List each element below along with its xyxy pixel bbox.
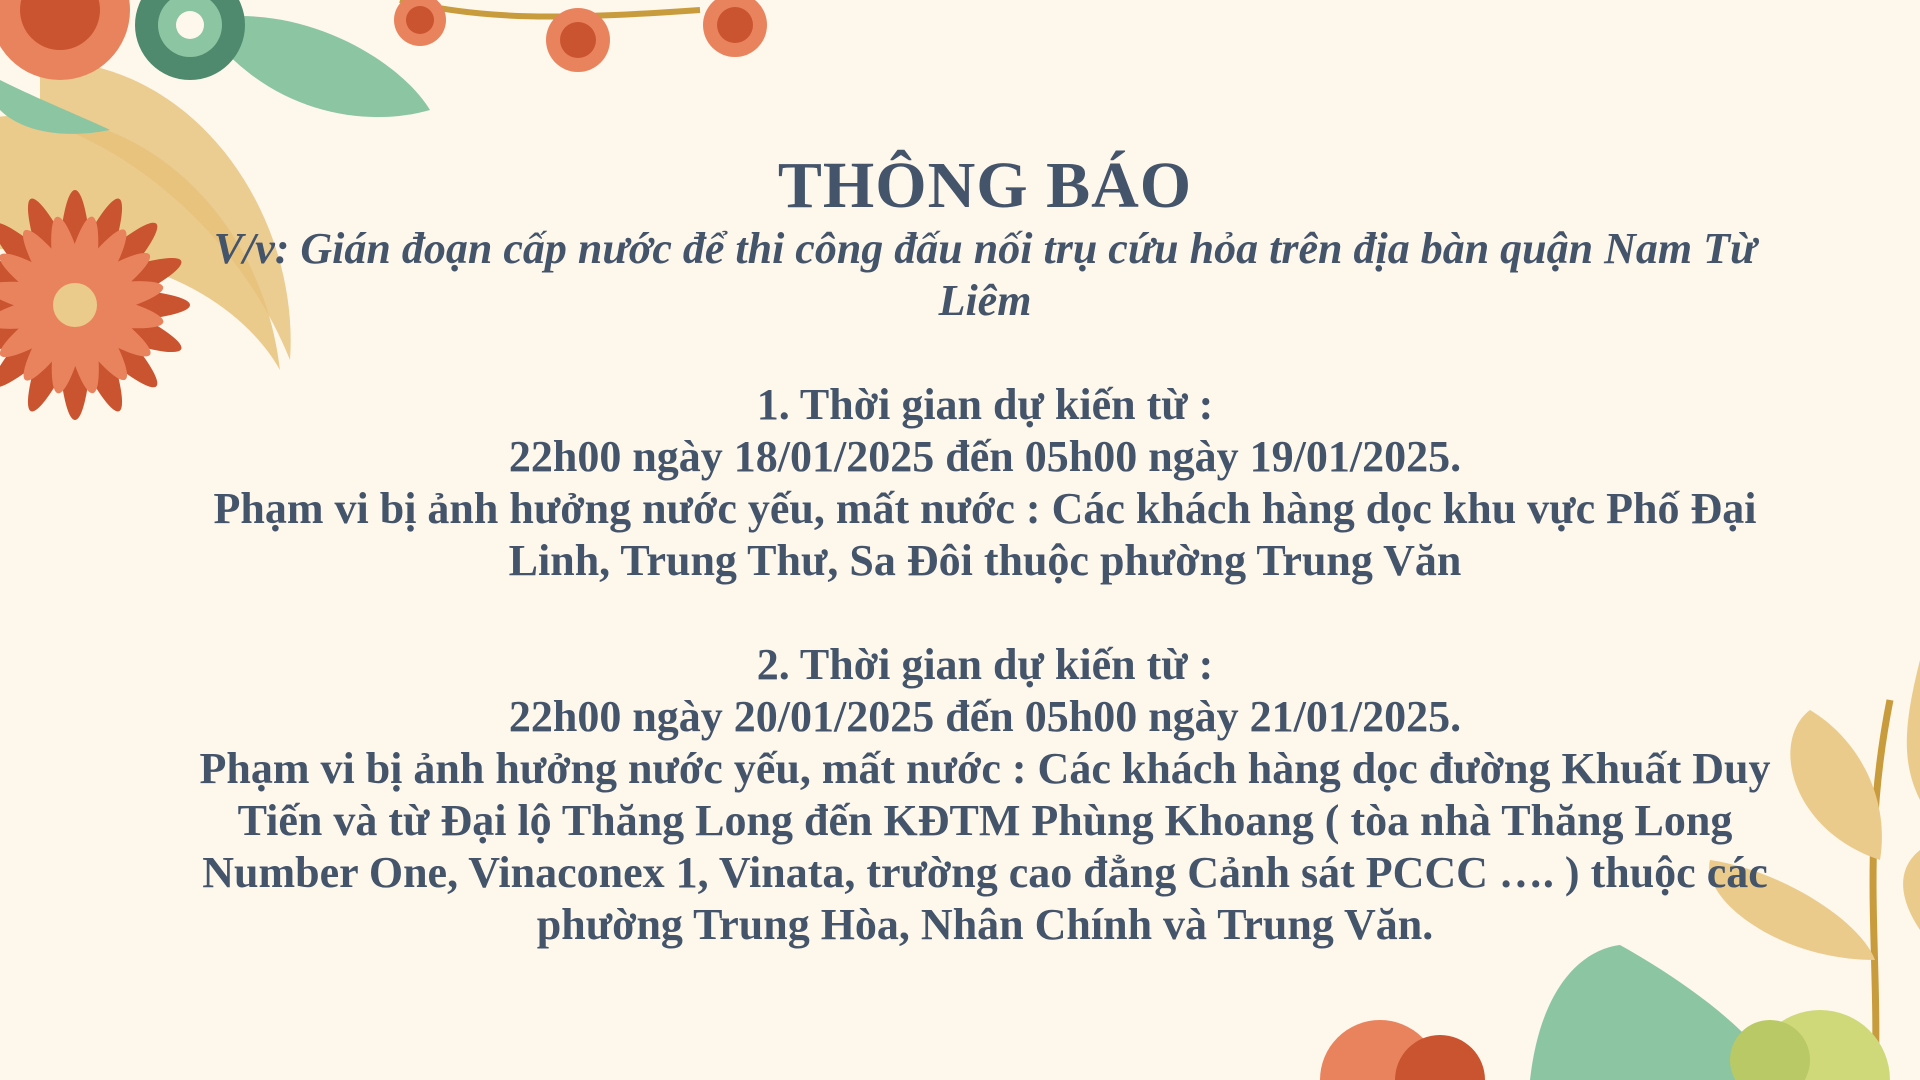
section-scope: Phạm vi bị ảnh hưởng nước yếu, mất nước : Các khách hàng dọc khu vực Phố Đại Linh, Trung Thư, Sa Đôi thuộc phường Trung Văn: [213, 483, 1757, 585]
section-heading: 2. Thời gian dự kiến từ :: [756, 639, 1214, 689]
section-time: 22h00 ngày 18/01/2025 đến 05h00 ngày 19/01/2025.: [508, 431, 1462, 481]
section-time: 22h00 ngày 20/01/2025 đến 05h00 ngày 21/01/2025.: [508, 691, 1462, 741]
tan-leaf: [1907, 660, 1920, 800]
branch: [1873, 700, 1890, 1080]
berry: [406, 6, 434, 34]
notice-content: [160, 150, 1810, 951]
berry: [560, 22, 596, 58]
section-heading: 1. Thời gian dự kiến từ :: [756, 379, 1214, 429]
teal-flower: [135, 0, 245, 80]
tan-leaf: [1903, 850, 1920, 930]
section-2: [160, 639, 1810, 951]
berry: [717, 7, 753, 43]
notice-subtitle: V/v: Gián đoạn cấp nước để thi công đấu nối trụ cứu hỏa trên địa bàn quận Nam Từ Liêm: [213, 223, 1757, 325]
section-1: [160, 379, 1810, 587]
notice-title: THÔNG BÁO: [777, 149, 1193, 222]
section-scope: Phạm vi bị ảnh hưởng nước yếu, mất nước : Các khách hàng dọc đường Khuất Duy Tiến và từ Đại lộ Thăng Long đến KĐTM Phùng Khoang ( tòa nhà Thăng Long Number One, Vinaconex 1, Vinata, trường cao đẳng Cảnh sát PCCC …. ) thuộc các phường Trung Hòa, Nhân Chính và Trung Văn.: [199, 743, 1771, 949]
